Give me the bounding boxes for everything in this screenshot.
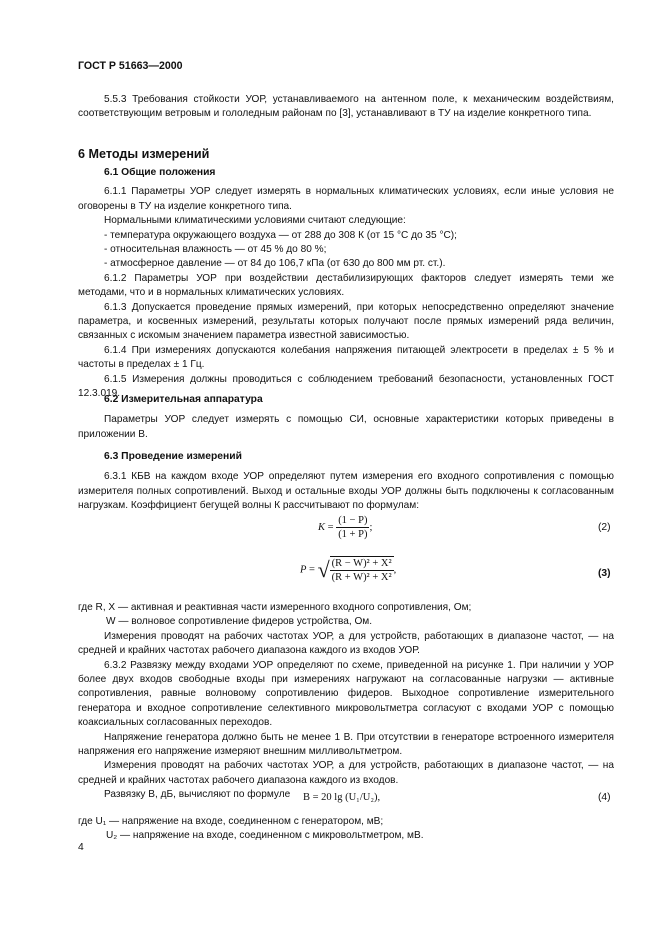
section-6-block — [78, 147, 614, 161]
paragraph: Напряжение генератора должно быть не менее 1 В. При отсутствии в генераторе встроенного измерителя напряжения его напряжение измеряют внешним милливольтметром. — [78, 731, 614, 758]
list-item: - относительная влажность — от 45 % до 80 %; — [104, 244, 327, 256]
formula-2-number: (2) — [598, 522, 611, 533]
paragraph: Параметры УОР следует измерять с помощью СИ, основные характеристики которых приведены в приложении В. — [78, 414, 614, 440]
formula-3-lhs: P — [300, 564, 307, 576]
section-6-3-continued — [78, 601, 614, 803]
page-number: 4 — [78, 842, 84, 853]
list-item: - температура окружающего воздуха — от 288 до 308 К (от 15 °С до 35 °С); — [104, 229, 457, 241]
formula-3-numerator: (R − W)² + X² — [331, 558, 392, 569]
sqrt-sign-icon: √ — [317, 557, 330, 582]
formula-2-lhs: K — [318, 521, 326, 533]
formula-3-fraction — [330, 556, 394, 584]
formula-4: B = 20 lg (U₁/U₂), — [303, 792, 381, 803]
formula-3-eq: = — [306, 564, 318, 576]
section-6-3-title: 6.3 Проведение измерений — [104, 451, 242, 462]
paragraph: 6.1.2 Параметры УОР при воздействии дестабилизирующих факторов следует измерять теми же методами, что и в нормальных климатических условиях. — [78, 272, 614, 299]
formula-2 — [318, 514, 372, 541]
section-6-3-block — [78, 450, 614, 514]
where-clause: W — волновое сопротивление фидеров устройства, Ом. — [106, 616, 373, 628]
formula-3-denominator: (R + W)² + X² — [331, 572, 392, 583]
paragraph: Нормальными климатическими условиями считают следующие: — [104, 215, 406, 227]
paragraph: 6.1.4 При измерениях допускаются колебания напряжения питающей электросети в пределах ± 5 % и частоты в пределах ± 1 Гц. — [78, 344, 614, 371]
document-header: ГОСТ Р 51663—2000 — [78, 60, 183, 72]
formula-2-tail: ; — [369, 521, 373, 533]
formula-3 — [300, 556, 396, 584]
section-6-2-block — [78, 393, 614, 442]
paragraph: 6.1.1 Параметры УОР следует измерять в нормальных климатических условиях, если иные условия не оговорены в ТУ на изделие конкретного типа. — [78, 186, 614, 212]
formula-2-numerator: (1 − P) — [338, 515, 368, 526]
paragraph: Измерения проводят на рабочих частотах УОР, а для устройств, работающих в диапазоне частот, — на средней и крайних частотах рабочего диапазона каждого из входов УОР. — [78, 630, 614, 657]
formula-2-denominator: (1 + P) — [338, 529, 368, 540]
section-6-title: 6 Методы измерений — [78, 147, 210, 161]
formula-3-number: (3) — [598, 568, 611, 579]
section-5-5-3 — [78, 93, 614, 122]
paragraph: 6.1.3 Допускается проведение прямых измерений, при которых непосредственно определяют значение параметра, и косвенных измерений, результаты которых получают после прямых измерений ряда величин, связанных с искомым значением параметра известной зависимостью. — [78, 301, 614, 342]
formula-2-fraction — [336, 514, 369, 541]
section-6-2-title: 6.2 Измерительная аппаратура — [104, 394, 263, 405]
where-clause-block — [78, 815, 614, 844]
paragraph: 6.1.5 Измерения должны проводиться с соблюдением требований безопасности, установленных ГОСТ 12.3.019. — [78, 373, 614, 400]
formula-4-number: (4) — [598, 792, 611, 803]
section-6-1-title: 6.1 Общие положения — [104, 167, 216, 178]
paragraph: 6.3.2 Развязку между входами УОР определяют по схеме, приведенной на рисунке 1. При наличии у УОР более двух входов свободные входы при измерениях нагружают на согласованные нагрузки — активные сопротивления, равные волновому сопротивлению фидеров. Выходное сопротивление измерительного генератора и входное сопротивление селективного микровольтметра согласуют с входами УОР с помощью коаксиальных согласованных переходов. — [78, 659, 614, 729]
where-clause: где U₁ — напряжение на входе, соединенном с генератором, мВ; — [78, 816, 384, 827]
section-6-1-block — [78, 166, 614, 402]
where-clause: U₂ — напряжение на входе, соединенном с микровольтметром, мВ. — [106, 830, 424, 842]
formula-2-eq: = — [325, 521, 337, 533]
paragraph: Измерения проводят на рабочих частотах УОР, а для устройств, работающих в диапазоне частот, — на средней и крайних частотах рабочего диапазона каждого из входов. — [78, 760, 614, 786]
formula-3-tail: , — [393, 564, 397, 576]
paragraph: 6.3.1 КБВ на каждом входе УОР определяют путем измерения его входного сопротивления с помощью измерителя полных сопротивлений. Выход и остальные входы УОР должны быть подключены к согласованным нагрузкам. Коэффициент бегущей волны К рассчитывают по формулам: — [78, 471, 614, 512]
list-item: - атмосферное давление — от 84 до 106,7 кПа (от 630 до 800 мм рт. ст.). — [104, 258, 446, 270]
paragraph: Развязку В, дБ, вычисляют по формуле — [104, 789, 291, 801]
paragraph: 5.5.3 Требования стойкости УОР, устанавливаемого на антенном поле, к механическим воздействиям, соответствующим ветровым и гололедным районам по [3], устанавливают в ТУ на изделие конкретного типа. — [78, 94, 614, 120]
where-clause: где R, X — активная и реактивная части измеренного входного сопротивления, Ом; — [78, 602, 472, 613]
